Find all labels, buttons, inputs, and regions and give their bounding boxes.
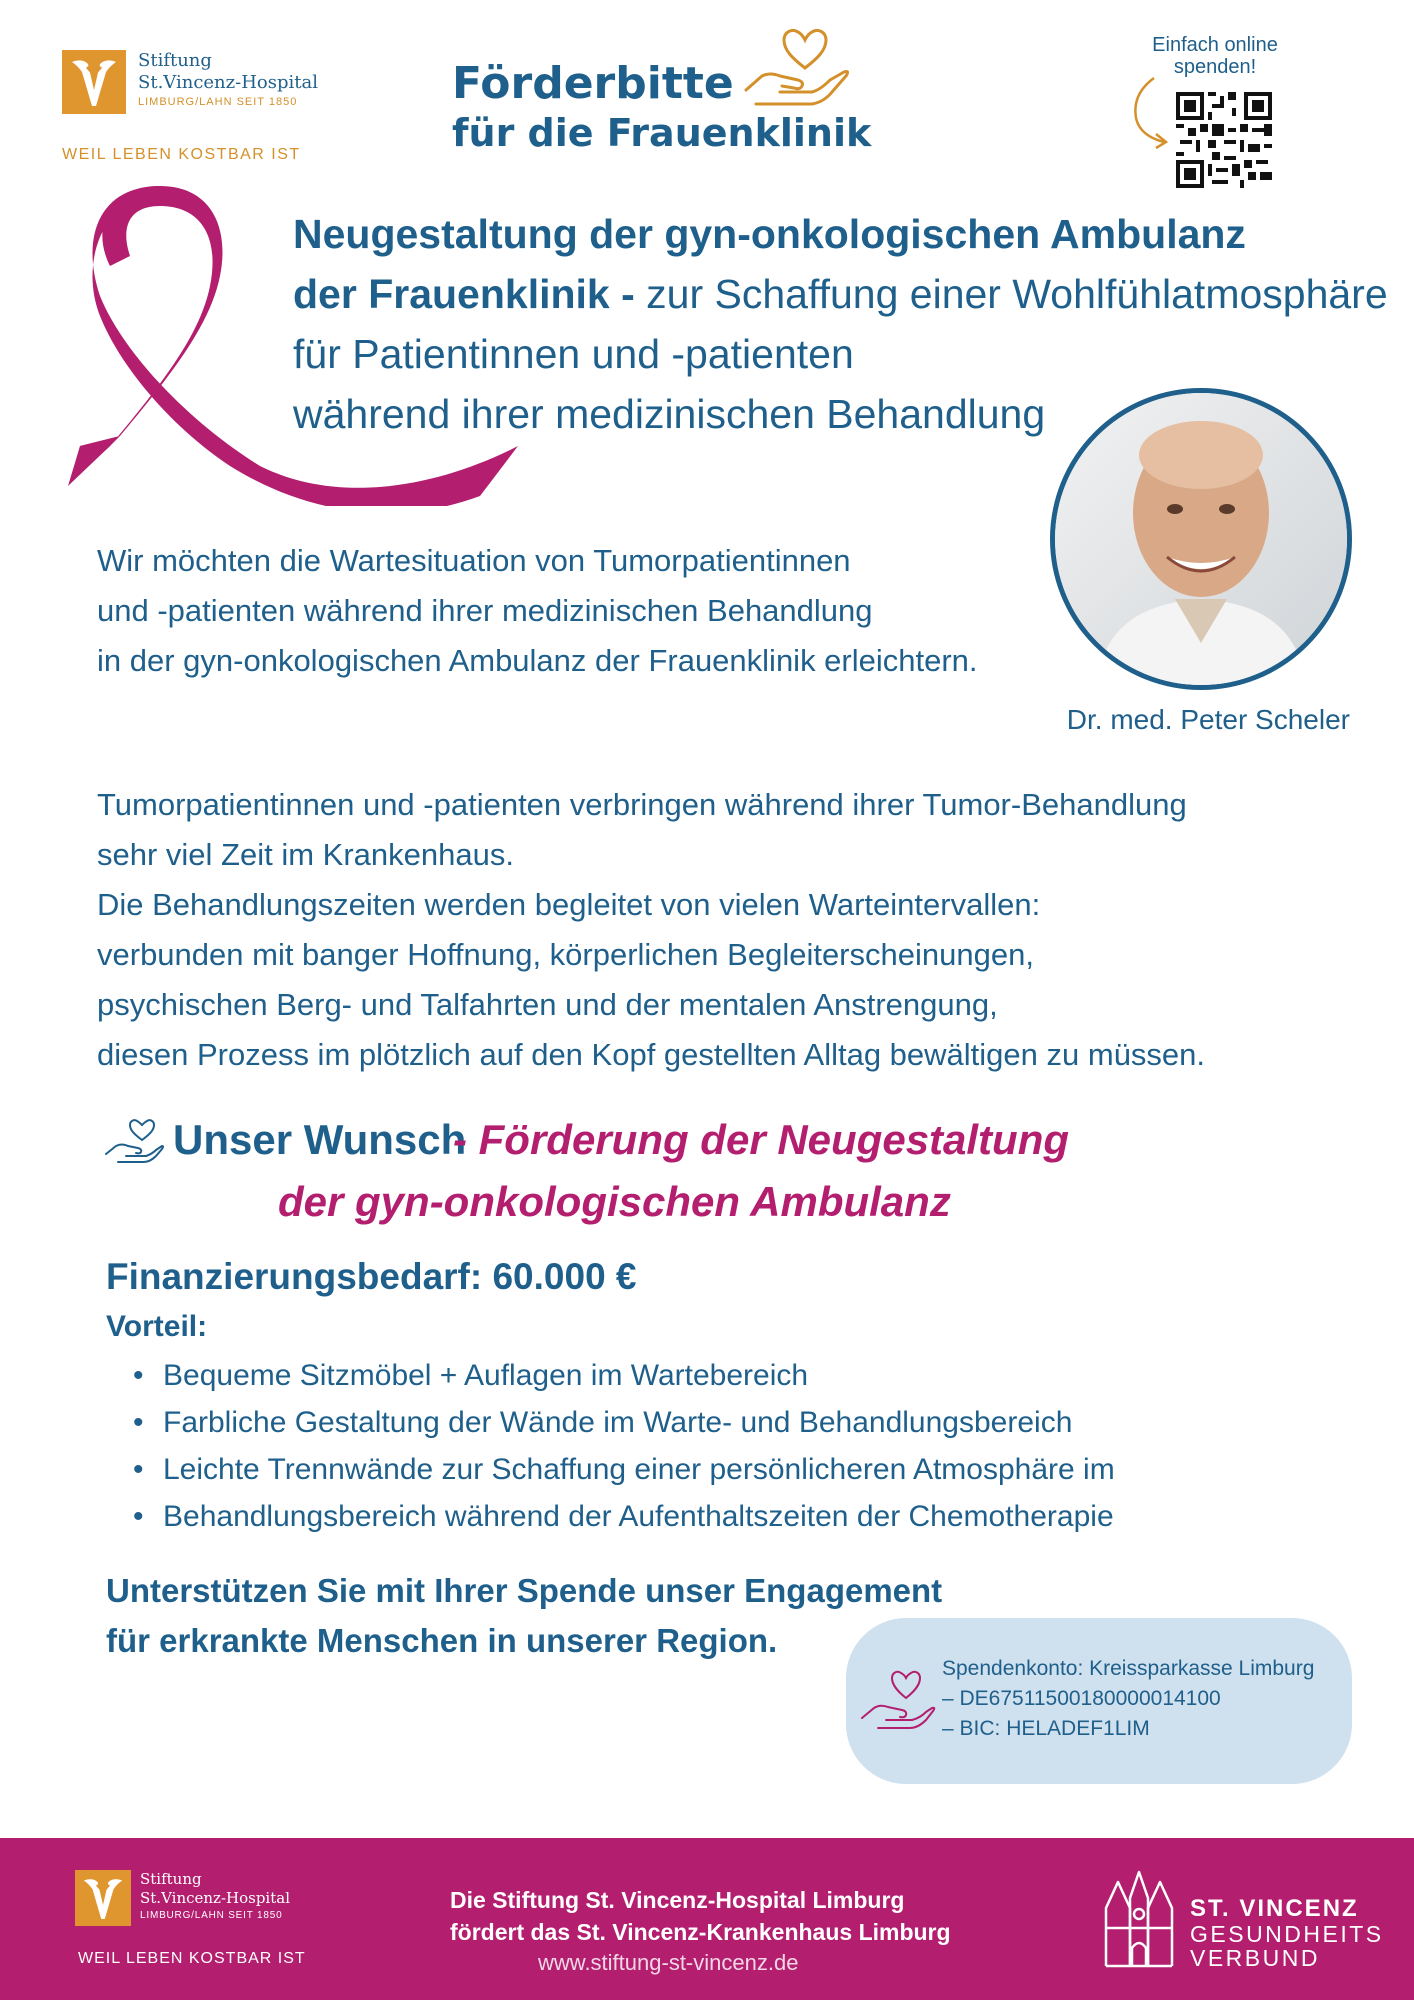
funding-requirement: Finanzierungsbedarf: 60.000 €	[106, 1256, 637, 1297]
body-line: diesen Prozess im plötzlich auf den Kopf gestellten Alltag bewältigen zu müssen.	[97, 1037, 1206, 1072]
brand-line-1: ST. VINCENZ	[1190, 1895, 1359, 1922]
bank-bic: – BIC: HELADEF1LIM	[942, 1717, 1150, 1740]
wish-subtitle-line-1: - Förderung der Neugestaltung	[453, 1116, 1070, 1163]
qr-caption-line-2: spenden!	[1173, 56, 1257, 78]
portrait-caption: Dr. med. Peter Scheler	[1066, 704, 1350, 735]
body-line: verbunden mit banger Hoffnung, körperlichen Begleiterscheinungen,	[97, 937, 1034, 972]
footer-center-line-2: fördert das St. Vincenz-Krankenhaus Limburg	[450, 1919, 951, 1945]
support-line-1: Unterstützen Sie mit Ihrer Spende unser Engagement	[106, 1572, 943, 1609]
intro-line: in der gyn-onkologischen Ambulanz der Frauenklinik erleichtern.	[97, 643, 978, 678]
body-line: Die Behandlungszeiten werden begleitet von vielen Warteintervallen:	[97, 887, 1041, 922]
church-icon	[1102, 1868, 1176, 1968]
support-call	[106, 1566, 942, 1666]
bank-account: Spendenkonto: Kreissparkasse Limburg	[942, 1657, 1315, 1680]
headline-line-4: während ihrer medizinischen Behandlung	[293, 391, 1046, 437]
footer-brand	[1190, 1896, 1384, 1970]
intro-paragraph	[97, 536, 978, 686]
body-line: sehr viel Zeit im Krankenhaus.	[97, 837, 514, 872]
logo-line-1: Stiftung	[138, 50, 212, 71]
qr-code[interactable]	[1176, 92, 1272, 188]
benefit-item: • Farbliche Gestaltung der Wände im Warte- und Behandlungsbereich	[130, 1399, 1280, 1446]
body-line: Tumorpatientinnen und -patienten verbringen während ihrer Tumor-Behandlung	[97, 787, 1187, 822]
benefit-item-continued-text: Behandlungsbereich während der Aufenthaltszeiten der Chemotherapie	[163, 1500, 1114, 1533]
hand-heart-icon	[860, 1668, 936, 1732]
advantage-label: Vorteil:	[106, 1310, 208, 1343]
foundation-logo-text	[138, 50, 318, 110]
headline-line-1: Neugestaltung der gyn-onkologischen Ambulanz	[293, 211, 1246, 257]
wish-subtitle-line-2: der gyn-onkologischen Ambulanz	[278, 1178, 951, 1225]
benefit-item-continued	[130, 1493, 1280, 1540]
brand-line-3: VERBUND	[1190, 1945, 1320, 1971]
footer-slogan: WEIL LEBEN KOSTBAR IST	[78, 1950, 306, 1967]
logo-slogan: WEIL LEBEN KOSTBAR IST	[62, 146, 301, 163]
body-line: psychischen Berg- und Talfahrten und der mentalen Anstrengung,	[97, 987, 998, 1022]
foundation-logo-icon	[74, 1870, 132, 1926]
qr-caption-line-1: Einfach online	[1152, 34, 1278, 56]
foundation-logo-icon	[62, 50, 126, 114]
intro-line: und -patienten während ihrer medizinischen Behandlung	[97, 593, 873, 628]
benefits-list	[130, 1352, 1280, 1540]
benefit-item: • Leichte Trennwände zur Schaffung einer persönlicheren Atmosphäre im	[130, 1446, 1280, 1493]
brand-line-2: GESUNDHEITS	[1190, 1921, 1384, 1947]
footer-logo-line-2: St.Vincenz-Hospital	[140, 1889, 290, 1907]
bank-iban: – DE67511500180000014100	[942, 1687, 1221, 1710]
curved-arrow-icon	[1124, 74, 1174, 154]
wish-title: Unser Wunsch	[173, 1116, 467, 1163]
hand-heart-icon	[104, 1118, 164, 1164]
headline-line-2-bold: der Frauenklinik -	[293, 271, 635, 317]
bank-details	[942, 1654, 1314, 1744]
support-line-2: für erkrankte Menschen in unserer Region.	[106, 1622, 778, 1659]
benefit-item: • Bequeme Sitzmöbel + Auflagen im Wartebereich	[130, 1352, 1280, 1399]
headline-line-2-rest: zur Schaffung einer Wohlfühlatmosphäre	[634, 271, 1388, 317]
qr-caption	[1120, 34, 1310, 78]
footer-logo-line-3: LIMBURG/LAHN SEIT 1850	[140, 1910, 283, 1921]
logo-line-3: LIMBURG/LAHN SEIT 1850	[138, 96, 298, 108]
title-line-2: für die Frauenklinik	[452, 111, 872, 155]
portrait-image	[1055, 393, 1347, 685]
logo-line-2: St.Vincenz-Hospital	[138, 72, 318, 93]
footer-logo-line-1: Stiftung	[140, 1870, 202, 1888]
intro-line: Wir möchten die Wartesituation von Tumorpatientinnen	[97, 543, 851, 578]
body-paragraph	[97, 780, 1205, 1080]
title-line-1: Förderbitte	[452, 58, 734, 109]
footer-center-text	[450, 1884, 951, 1978]
footer-website-link[interactable]: www.stiftung-st-vincenz.de	[538, 1950, 799, 1975]
doctor-portrait	[1050, 388, 1352, 690]
hand-heart-icon	[740, 24, 850, 110]
footer-center-line-1: Die Stiftung St. Vincenz-Hospital Limburg	[450, 1887, 905, 1913]
footer-logo-text	[140, 1870, 290, 1924]
headline-line-3: für Patientinnen und -patienten	[293, 331, 854, 377]
